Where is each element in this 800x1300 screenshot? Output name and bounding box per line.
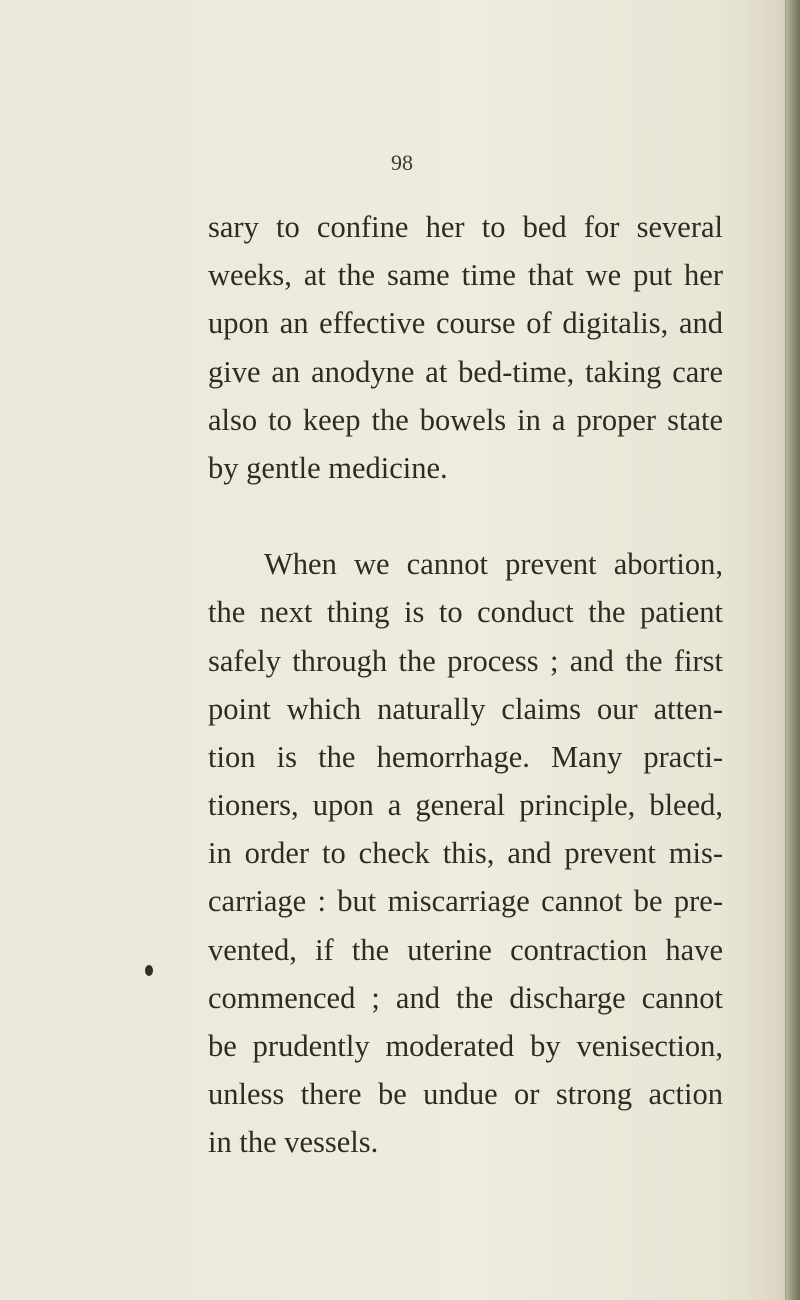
paragraph-2 bbox=[208, 540, 723, 1166]
body-text bbox=[208, 203, 723, 1167]
paragraph-1 bbox=[208, 203, 723, 492]
text-line: by gentle medicine. bbox=[208, 450, 448, 485]
page-number: 98 bbox=[391, 150, 413, 175]
text-line: sary to confine her to bed for several bbox=[208, 210, 723, 244]
text-line: point which naturally claims our atten- bbox=[208, 691, 723, 726]
text-line: also to keep the bowels in a proper state bbox=[208, 402, 723, 437]
text-line: When we cannot prevent abortion, bbox=[264, 547, 723, 582]
text-line: be prudently moderated by venisection, bbox=[208, 1029, 723, 1063]
text-line: carriage : but miscarriage cannot be pre- bbox=[208, 884, 723, 919]
text-line: in order to check this, and prevent mis- bbox=[208, 836, 723, 871]
text-line: unless there be undue or strong action bbox=[208, 1077, 723, 1112]
text-line: in the vessels. bbox=[208, 1125, 379, 1160]
ink-spot bbox=[145, 965, 153, 976]
text-line: the next thing is to conduct the patient bbox=[208, 595, 723, 630]
binding-edge bbox=[786, 0, 800, 1300]
paragraph-gap bbox=[208, 492, 723, 540]
text-line: tion is the hemorrhage. Many practi- bbox=[208, 739, 723, 774]
text-line: safely through the process ; and the first bbox=[208, 643, 723, 678]
text-line: upon an effective course of digitalis, and bbox=[208, 306, 723, 341]
text-line: weeks, at the same time that we put her bbox=[208, 258, 723, 293]
text-line: commenced ; and the discharge cannot bbox=[208, 980, 723, 1015]
text-line: give an anodyne at bed-time, taking care bbox=[208, 354, 723, 389]
text-line: tioners, upon a general principle, bleed, bbox=[208, 788, 723, 823]
text-line: vented, if the uterine contraction have bbox=[208, 932, 723, 967]
